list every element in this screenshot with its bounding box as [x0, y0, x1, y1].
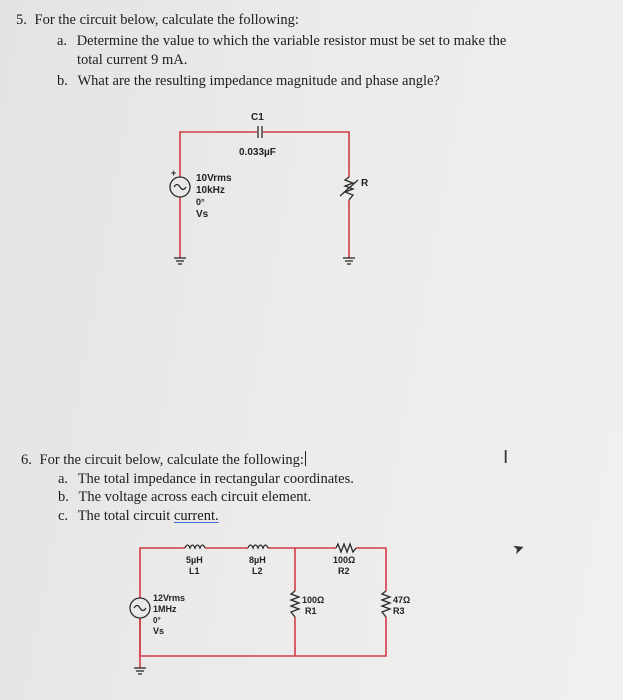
r2-name: R2 — [338, 566, 350, 576]
cap-c1-name: C1 — [251, 112, 264, 123]
src1-name: Vs — [196, 209, 209, 220]
src2-frequency: 1MHz — [153, 604, 177, 614]
q6-number: 6. — [21, 452, 32, 468]
q5-b-text: What are the resulting impedance magnitude and phase angle? — [77, 73, 440, 89]
l1-value: 5µH — [186, 555, 203, 565]
resistor-r1-symbol — [291, 591, 299, 617]
q5-a-line2: total current 9 mA. — [77, 52, 188, 68]
q6-c-letter: c. — [58, 508, 69, 524]
resistor-r3-symbol — [382, 591, 390, 617]
res-r-name: R — [361, 178, 369, 189]
src2-phase: 0° — [153, 616, 161, 625]
q5-intro: For the circuit below, calculate the following: — [34, 12, 299, 28]
resistor-r2-symbol — [336, 544, 356, 552]
q6-a-letter: a. — [58, 471, 69, 487]
ground-2 — [134, 668, 146, 674]
r3-name: R3 — [393, 606, 405, 616]
r1-value: 100Ω — [302, 595, 325, 605]
q6-b-text: The voltage across each circuit element. — [78, 489, 312, 505]
i-beam-cursor-icon: I — [503, 447, 509, 468]
l1-name: L1 — [189, 566, 200, 576]
voltage-source-2-symbol — [130, 598, 150, 618]
r2-value: 100Ω — [333, 555, 356, 565]
src1-voltage: 10Vrms — [196, 173, 232, 184]
q6-c-text-pre: The total circuit — [77, 508, 174, 524]
q6-b-letter: b. — [58, 489, 69, 505]
inductor-l1-symbol — [185, 545, 205, 548]
r3-value: 47Ω — [393, 595, 411, 605]
q6-a-text: The total impedance in rectangular coordinates. — [77, 471, 354, 487]
src1-frequency: 10kHz — [196, 185, 225, 196]
q5-a-letter: a. — [57, 33, 68, 49]
q6-intro: For the circuit below, calculate the following: — [39, 452, 304, 468]
r1-name: R1 — [305, 606, 317, 616]
src1-phase: 0° — [196, 197, 205, 207]
inductor-l2-symbol — [248, 545, 268, 548]
arrow-cursor-icon: ➤ — [510, 539, 528, 559]
src2-voltage: 12Vrms — [153, 593, 186, 603]
l2-name: L2 — [252, 566, 263, 576]
svg-text:+: + — [171, 168, 177, 178]
q5-number: 5. — [16, 12, 27, 28]
cap-c1-value: 0.033µF — [239, 147, 276, 158]
l2-value: 8µH — [249, 555, 266, 565]
q6-c-text-link: current. — [173, 508, 219, 524]
q5-a-line1: Determine the value to which the variable resistor must be set to make the — [76, 33, 507, 49]
q5-b-letter: b. — [57, 73, 68, 89]
src2-name: Vs — [153, 626, 165, 636]
